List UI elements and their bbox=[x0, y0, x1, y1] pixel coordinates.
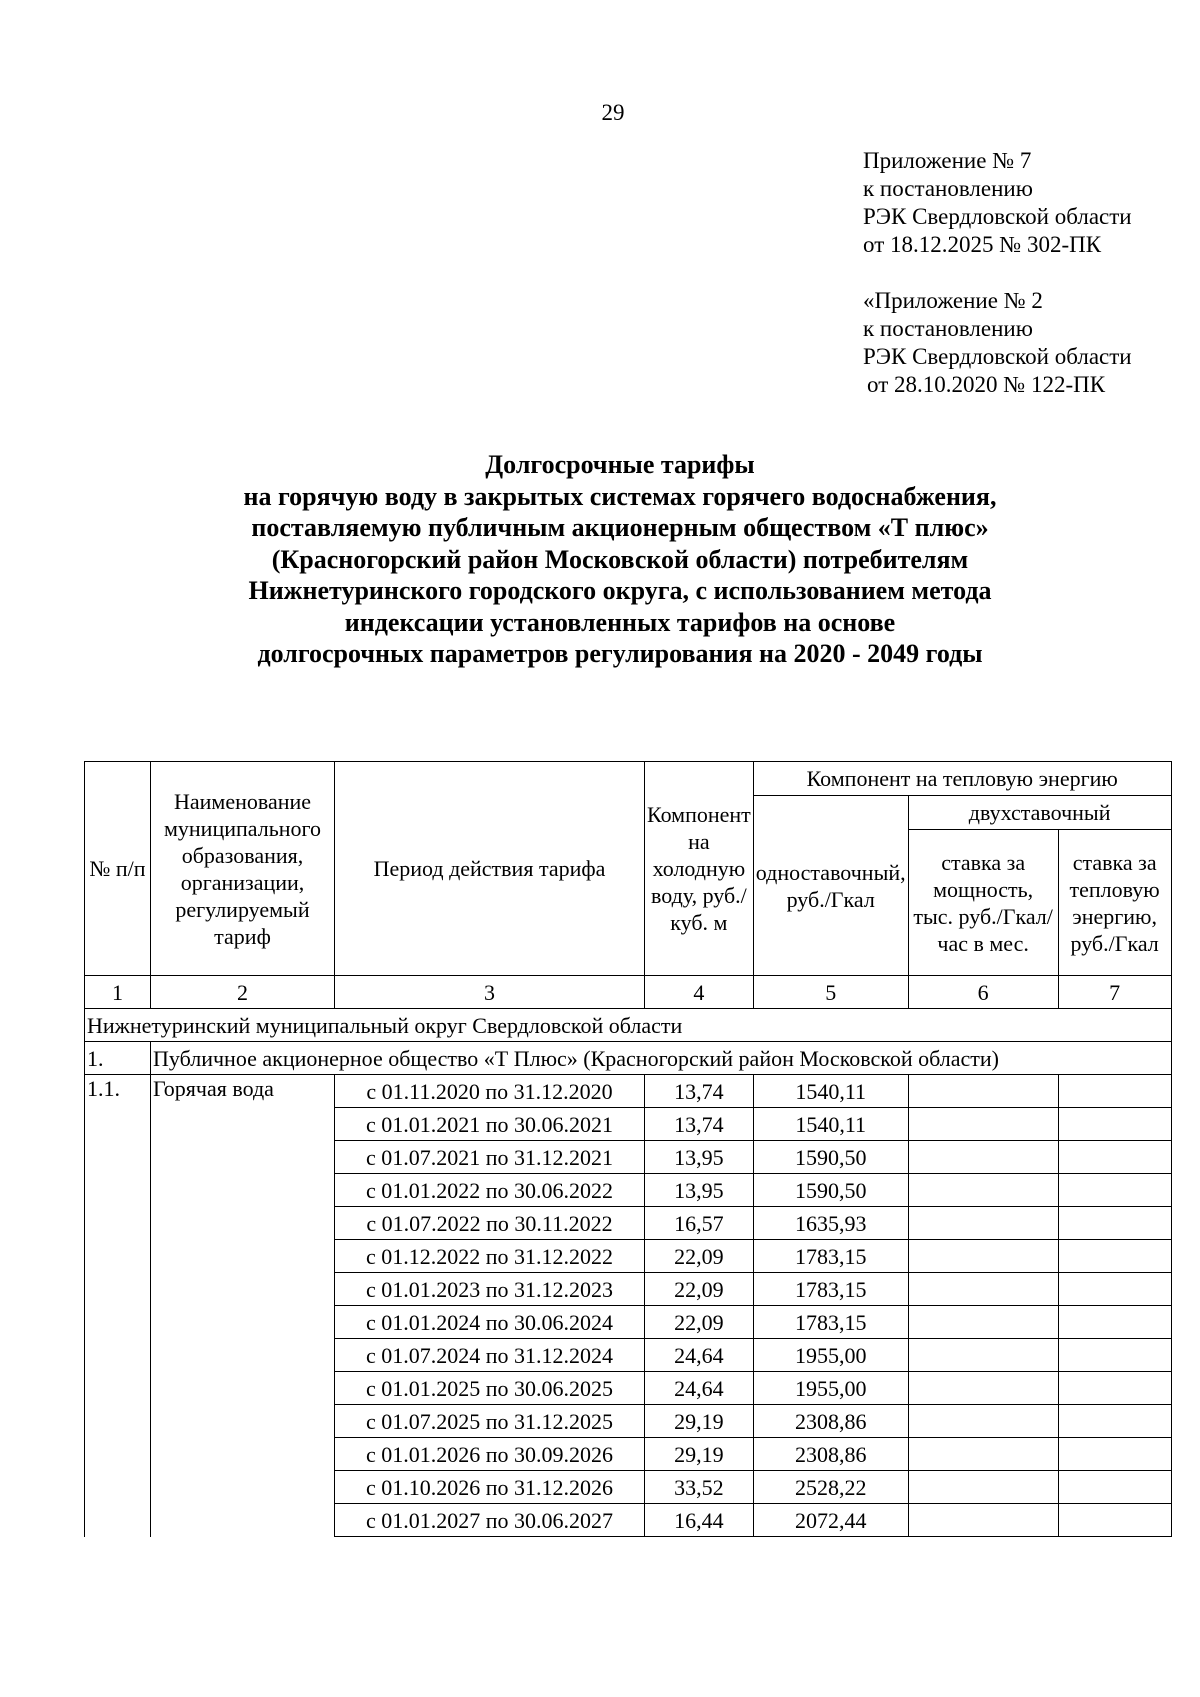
one-part-cell: 1635,93 bbox=[753, 1207, 908, 1240]
one-part-cell: 1955,00 bbox=[753, 1339, 908, 1372]
appendix-current-line2: к постановлению bbox=[863, 176, 1033, 201]
column-number: 1 bbox=[85, 976, 151, 1009]
cold-water-cell: 13,74 bbox=[645, 1108, 754, 1141]
cold-water-cell: 29,19 bbox=[645, 1405, 754, 1438]
one-part-cell: 1540,11 bbox=[753, 1108, 908, 1141]
period-cell: с 01.07.2025 по 31.12.2025 bbox=[335, 1405, 645, 1438]
one-part-cell: 1783,15 bbox=[753, 1306, 908, 1339]
one-part-cell: 1783,15 bbox=[753, 1273, 908, 1306]
capacity-rate-cell bbox=[908, 1207, 1058, 1240]
one-part-cell: 1540,11 bbox=[753, 1075, 908, 1108]
cold-water-cell: 29,19 bbox=[645, 1438, 754, 1471]
cold-water-cell: 13,95 bbox=[645, 1174, 754, 1207]
column-number: 3 bbox=[335, 976, 645, 1009]
heat-rate-cell bbox=[1058, 1141, 1171, 1174]
one-part-cell: 1783,15 bbox=[753, 1240, 908, 1273]
one-part-cell: 1955,00 bbox=[753, 1372, 908, 1405]
tariffs-table bbox=[84, 761, 1172, 1537]
title-line1: Долгосрочные тарифы bbox=[485, 450, 755, 479]
municipality-row bbox=[85, 1009, 1172, 1042]
appendix-original-line3: РЭК Свердловской области bbox=[863, 344, 1132, 369]
column-number: 2 bbox=[151, 976, 335, 1009]
item-name: Горячая вода bbox=[151, 1075, 335, 1537]
heat-rate-cell bbox=[1058, 1207, 1171, 1240]
heat-rate-cell bbox=[1058, 1372, 1171, 1405]
tariff-rows bbox=[85, 1075, 1172, 1537]
appendix-current-line3: РЭК Свердловской области bbox=[863, 204, 1132, 229]
period-cell: с 01.12.2022 по 31.12.2022 bbox=[335, 1240, 645, 1273]
one-part-cell: 2308,86 bbox=[753, 1438, 908, 1471]
title-line5: Нижнетуринского городского округа, с использованием метода bbox=[248, 576, 992, 605]
period-cell: с 01.01.2025 по 30.06.2025 bbox=[335, 1372, 645, 1405]
header-heat-rate: ставка за тепловую энергию, руб./Гкал bbox=[1058, 830, 1171, 976]
appendix-current-line4: от 18.12.2025 № 302-ПК bbox=[863, 232, 1102, 257]
item-num: 1.1. bbox=[85, 1075, 151, 1537]
period-cell: с 01.10.2026 по 31.12.2026 bbox=[335, 1471, 645, 1504]
organization-num: 1. bbox=[85, 1042, 151, 1075]
title-line6: индексации установленных тарифов на основе bbox=[344, 607, 896, 637]
heat-rate-cell bbox=[1058, 1471, 1171, 1504]
period-cell: с 01.07.2021 по 31.12.2021 bbox=[335, 1141, 645, 1174]
header-period: Период действия тарифа bbox=[335, 762, 645, 976]
one-part-cell: 1590,50 bbox=[753, 1174, 908, 1207]
cold-water-cell: 22,09 bbox=[645, 1240, 754, 1273]
heat-rate-cell bbox=[1058, 1405, 1171, 1438]
column-numbers-row bbox=[85, 976, 1172, 1009]
organization-row bbox=[85, 1042, 1172, 1075]
period-cell: с 01.01.2022 по 30.06.2022 bbox=[335, 1174, 645, 1207]
header-heat-group: Компонент на тепловую энергию bbox=[753, 762, 1171, 796]
period-cell: с 01.07.2024 по 31.12.2024 bbox=[335, 1339, 645, 1372]
header-two-part: двухставочный bbox=[908, 796, 1171, 830]
capacity-rate-cell bbox=[908, 1108, 1058, 1141]
one-part-cell: 1590,50 bbox=[753, 1141, 908, 1174]
column-number: 6 bbox=[908, 976, 1058, 1009]
table-row bbox=[85, 1075, 1172, 1108]
cold-water-cell: 13,74 bbox=[645, 1075, 754, 1108]
appendix-original bbox=[863, 287, 1132, 399]
document-title bbox=[150, 449, 1090, 670]
appendix-current bbox=[863, 147, 1132, 259]
capacity-rate-cell bbox=[908, 1306, 1058, 1339]
heat-rate-cell bbox=[1058, 1339, 1171, 1372]
capacity-rate-cell bbox=[908, 1273, 1058, 1306]
column-number: 4 bbox=[645, 976, 754, 1009]
appendix-original-line4: от 28.10.2020 № 122-ПК bbox=[867, 372, 1106, 397]
one-part-cell: 2072,44 bbox=[753, 1504, 908, 1537]
cold-water-cell: 16,44 bbox=[645, 1504, 754, 1537]
heat-rate-cell bbox=[1058, 1075, 1171, 1108]
heat-rate-cell bbox=[1058, 1240, 1171, 1273]
column-number: 7 bbox=[1058, 976, 1171, 1009]
municipality-name: Нижнетуринский муниципальный округ Свердловской области bbox=[85, 1009, 1172, 1042]
cold-water-cell: 13,95 bbox=[645, 1141, 754, 1174]
capacity-rate-cell bbox=[908, 1240, 1058, 1273]
cold-water-cell: 24,64 bbox=[645, 1372, 754, 1405]
heat-rate-cell bbox=[1058, 1438, 1171, 1471]
period-cell: с 01.01.2021 по 30.06.2021 bbox=[335, 1108, 645, 1141]
cold-water-cell: 24,64 bbox=[645, 1339, 754, 1372]
period-cell: с 01.01.2026 по 30.09.2026 bbox=[335, 1438, 645, 1471]
capacity-rate-cell bbox=[908, 1339, 1058, 1372]
one-part-cell: 2528,22 bbox=[753, 1471, 908, 1504]
heat-rate-cell bbox=[1058, 1504, 1171, 1537]
heat-rate-cell bbox=[1058, 1174, 1171, 1207]
heat-rate-cell bbox=[1058, 1273, 1171, 1306]
capacity-rate-cell bbox=[908, 1075, 1058, 1108]
one-part-cell: 2308,86 bbox=[753, 1405, 908, 1438]
capacity-rate-cell bbox=[908, 1504, 1058, 1537]
capacity-rate-cell bbox=[908, 1174, 1058, 1207]
period-cell: с 01.07.2022 по 30.11.2022 bbox=[335, 1207, 645, 1240]
header-name: Наименование муниципального образования, организации, регулируемый тариф bbox=[151, 762, 335, 976]
cold-water-cell: 33,52 bbox=[645, 1471, 754, 1504]
header-one-part: одноставочный, руб./Гкал bbox=[753, 796, 908, 976]
header-cold-water: Компонент на холодную воду, руб./куб. м bbox=[645, 762, 754, 976]
page-number: 29 bbox=[601, 100, 625, 125]
period-cell: с 01.01.2023 по 31.12.2023 bbox=[335, 1273, 645, 1306]
header-capacity-rate: ставка за мощность, тыс. руб./Гкал/час в мес. bbox=[908, 830, 1058, 976]
heat-rate-cell bbox=[1058, 1108, 1171, 1141]
cold-water-cell: 22,09 bbox=[645, 1273, 754, 1306]
appendix-current-line1: Приложение № 7 bbox=[863, 148, 1032, 173]
column-number: 5 bbox=[753, 976, 908, 1009]
capacity-rate-cell bbox=[908, 1372, 1058, 1405]
appendix-original-line1: «Приложение № 2 bbox=[863, 288, 1043, 313]
heat-rate-cell bbox=[1058, 1306, 1171, 1339]
title-line4: (Красногорский район Московской области) потребителям bbox=[271, 544, 969, 574]
capacity-rate-cell bbox=[908, 1471, 1058, 1504]
cold-water-cell: 22,09 bbox=[645, 1306, 754, 1339]
period-cell: с 01.01.2024 по 30.06.2024 bbox=[335, 1306, 645, 1339]
title-line7: долгосрочных параметров регулирования на 2020 - 2049 годы bbox=[257, 639, 983, 668]
organization-name: Публичное акционерное общество «Т Плюс» (Красногорский район Московской области) bbox=[151, 1042, 1172, 1075]
period-cell: с 01.01.2027 по 30.06.2027 bbox=[335, 1504, 645, 1537]
title-line2: на горячую воду в закрытых системах горячего водоснабжения, bbox=[243, 481, 997, 511]
capacity-rate-cell bbox=[908, 1405, 1058, 1438]
period-cell: с 01.11.2020 по 31.12.2020 bbox=[335, 1075, 645, 1108]
header-num: № п/п bbox=[85, 762, 151, 976]
capacity-rate-cell bbox=[908, 1438, 1058, 1471]
appendix-original-line2: к постановлению bbox=[863, 316, 1033, 341]
cold-water-cell: 16,57 bbox=[645, 1207, 754, 1240]
title-line3: поставляемую публичным акционерным обществом «Т плюс» bbox=[251, 513, 989, 542]
capacity-rate-cell bbox=[908, 1141, 1058, 1174]
